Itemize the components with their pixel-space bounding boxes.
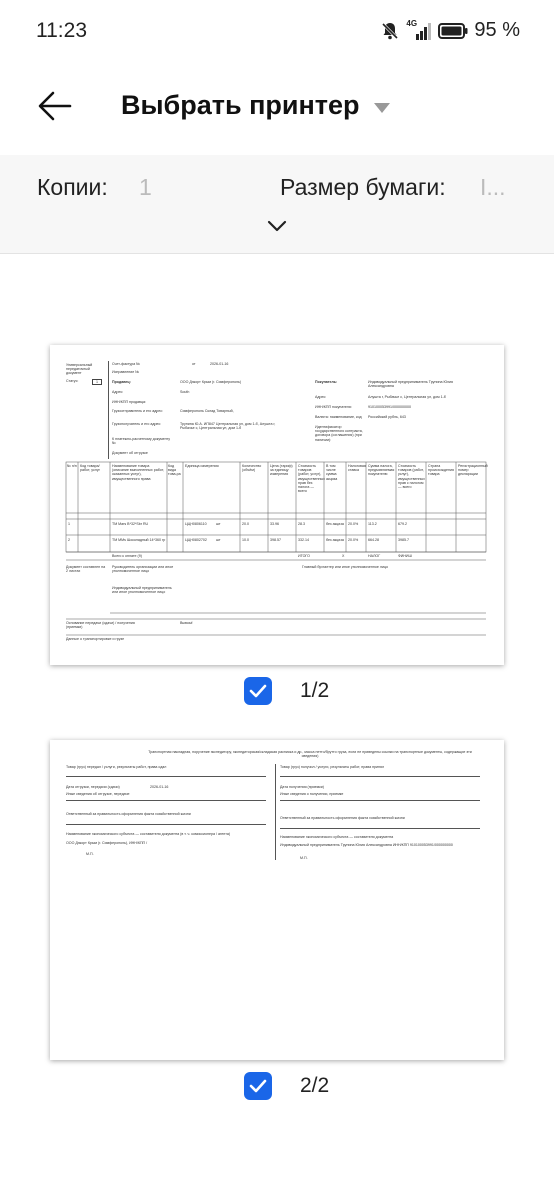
doc-correction-label: Исправление №	[112, 370, 140, 374]
mute-bell-icon	[380, 21, 400, 41]
doc-currency-value: Российский рубль, 643	[368, 415, 406, 419]
back-button[interactable]	[36, 86, 76, 126]
doc-payment-doc-label: К платежно-расчетному документу №	[112, 437, 171, 446]
doc2-top-note: Транспортная накладная, поручение экспедитору, экспедиторская/складская расписка и др., масса нетто/брутто груза, если не приведены ссылки на транспортные документы, содержащие эти сведения)	[148, 750, 472, 759]
doc2-other-receive-label: Иные сведения о получении, приемке	[280, 792, 344, 796]
doc-shipper-label: Грузоотправитель и его адрес:	[112, 409, 164, 413]
doc-header-left: Универсальный передаточный документ	[66, 363, 93, 376]
table-row: 2	[68, 538, 70, 542]
battery-percent: 95 %	[474, 19, 520, 41]
doc-chief-acc-label: Главный бухгалтер или иное уполномоченное лицо	[302, 565, 389, 569]
paper-size-label: Размер бумаги:	[280, 174, 446, 200]
doc2-left-title: Товар (груз) передал / услуги, результаты работ, права сдал	[66, 765, 167, 769]
doc-seller-label: Продавец:	[112, 380, 131, 384]
copies-input[interactable]: 1	[139, 174, 152, 200]
doc-seller-value: ООО Дэкорт Крым (г. Симферополь)	[180, 380, 242, 384]
doc-shipment-doc-label: Документ об отгрузке	[112, 451, 148, 455]
status-icons	[380, 19, 520, 42]
page-2-label: 2/2	[300, 1074, 330, 1097]
doc-status-value: 1	[92, 379, 102, 385]
page-1-checkbox[interactable]	[244, 677, 272, 705]
paper-size-select[interactable]: I...	[480, 174, 506, 200]
doc-table-grid	[50, 345, 504, 665]
table-row: 1	[68, 522, 70, 526]
copies-label: Копии:	[37, 174, 108, 200]
doc-status-label: Статус:	[66, 379, 79, 383]
page-2-checkbox[interactable]	[244, 1072, 272, 1100]
doc-invoice-date: 2026-01-16	[210, 362, 229, 366]
print-options-bar	[0, 155, 554, 254]
doc-head-label: Руководитель организации или иное уполномоченное лицо	[112, 565, 174, 574]
battery-icon	[438, 22, 468, 40]
doc2-entity-label: Наименование экономического субъекта — составителя документа (в т. ч. комиссионера / агента)	[66, 832, 231, 836]
doc-basis-label: Основание передачи (сдачи) / получения (приемки)	[66, 621, 135, 630]
doc-consignee-label: Грузополучатель и его адрес:	[112, 422, 162, 426]
signal-icon	[406, 18, 432, 41]
doc-buyer-address: Алушта г, Рыбачье с, Центральная ул, дом 1-б	[368, 395, 446, 399]
back-arrow-icon	[36, 86, 76, 126]
printer-selector[interactable]	[121, 90, 390, 121]
doc2-resp-label: Ответственный за правильность оформления факта хозяйственной жизни	[66, 812, 191, 816]
page-preview-1[interactable]: Универсальный передаточный документ Статус: 1 Счет-фактура № от 2026-01-16 Исправление № Продавец: ООО Дэкорт Крым (г. Симферополь) Адрес: South ИНН/КПП продавца: Грузоотправитель и его адрес: Симферополь Склад Товарный, Грузополучатель и его адрес: Трунина Ю.А. ИП847 Центральная ул, дом 1-б, Алушта г, Рыбачье с, Центральная ул, дом 1-б К платежно-расчетному документу № Документ об отгрузке Покупатель: Индивидуальный предприниматель Трунина Юлия Александровна Адрес: Алушта г, Рыбачье с, Центральная ул, дом 1-б ИНН/КПП покупателя: 910100053991/000000000 Валюта: наименование, код Российский рубль, 643 Идентификатор государственного контракта, договора (соглашения) (при наличии): № п/п Код товара/ работ, услуг Наименование товара (описание выполненных работ, оказанных услуг), имущественного права Код вида това-ра Единица измерения Количество (объём) Цена (тариф) за единицу измерения Стоимость товаров (работ, услуг), имущественных прав без налога — всего В том числе сумма акциза Налоговая ставка Сумма налога, предъявляемая покупателю Стоимость товаров (работ, услуг), имущественных прав с налогом — всего Страна происхождения товара Регистрационный номер декларации 1 TM Mars B*32*Sbr RU ЦЦН0806110 шт 20.0 33.96 28.3 без акциза 20.0% 113.2 679.2 2 TM MMs Шоколадный 14*360 гр ЦЦН0802702 шт 10.0 398.57 332.14 без акциза 20.0% 664.28 3985.7 Всего к оплате (9) ИТОГО Х НАЛОГ ФИНИШ Документ составлен на 2 листах Руководитель организации или иное уполномоченное лицо Главный бухгалтер или иное уполномоченное лицо Индивидуальный предприниматель или иное уполномоченное лицо Основание передачи (сдачи) / получения (приемки) Вывоз# Данные о транспортировке и грузе	[50, 345, 504, 665]
page-preview-2[interactable]	[50, 740, 504, 1060]
doc-shipper-value: Симферополь Склад Товарный,	[180, 409, 234, 413]
page-1-label: 1/2	[300, 679, 330, 702]
doc2-ship-date-label: Дата отгрузки, передачи (сдачи)	[66, 785, 120, 789]
doc-address-label: Адрес:	[112, 390, 124, 394]
page-title: Выбрать принтер	[121, 90, 360, 120]
dropdown-triangle-icon	[374, 103, 390, 113]
expand-options-button[interactable]	[265, 218, 289, 239]
doc-address-value: South	[180, 390, 190, 394]
doc2-mp-right: М.П.	[300, 856, 308, 860]
checkmark-icon	[249, 1079, 267, 1093]
checkmark-icon	[249, 684, 267, 698]
doc2-other-ship-label: Иные сведения об отгрузке, передаче	[66, 792, 130, 796]
page-1-select[interactable]	[244, 677, 329, 705]
doc-buyer-inn-label: ИНН/КПП покупателя:	[315, 405, 352, 409]
doc-total-label: Всего к оплате (9)	[112, 554, 142, 558]
doc-pages-label: Документ составлен на 2 листах	[66, 565, 106, 574]
doc2-receive-date-label: Дата получения (приемки)	[280, 785, 324, 789]
network-type: 4G	[406, 18, 418, 28]
app-bar	[0, 64, 554, 154]
doc-ip-label: Индивидуальный предприниматель или иное уполномоченное лицо	[112, 586, 172, 595]
chevron-down-icon	[265, 218, 289, 234]
doc2-right-title: Товар (груз) получил / услуги, результаты работ, права принял	[280, 765, 385, 769]
doc2-entity-right-label: Наименование экономического субъекта — составителя документа	[280, 835, 394, 839]
doc2-entity-right-value: Индивидуальный предприниматель Трунина Юлия Александровна ИНН/КПП 910100053991/000000000	[280, 843, 453, 847]
doc-basis-value: Вывоз#	[180, 621, 193, 625]
doc-gov-id-label: Идентификатор государственного контракта, договора (соглашения) (при наличии):	[315, 425, 363, 442]
doc-invoice-label: Счет-фактура №	[112, 362, 141, 366]
doc-consignee-value: Трунина Ю.А. ИП847 Центральная ул, дом 1-б, Алушта г, Рыбачье с, Центральная ул, дом 1-б	[180, 422, 276, 431]
doc-currency-label: Валюта: наименование, код	[315, 415, 362, 419]
doc-buyer-label: Покупатель:	[315, 380, 338, 384]
doc-buyer-value: Индивидуальный предприниматель Трунина Юлия Александровна	[368, 380, 453, 389]
doc2-ship-date: 2026-01-16	[150, 785, 169, 789]
status-time: 11:23	[36, 19, 87, 42]
page-2-select[interactable]	[244, 1072, 329, 1100]
doc-buyer-inn-value: 910100053991/000000000	[368, 405, 411, 409]
status-bar	[0, 0, 554, 64]
doc-transport-label: Данные о транспортировке и грузе	[66, 637, 125, 641]
doc2-resp-label-right: Ответственный за правильность оформления факта хозяйственной жизни	[280, 816, 405, 820]
doc-inn-label: ИНН/КПП продавца:	[112, 400, 146, 404]
doc2-entity-value: ООО Дэкорт Крым (г. Симферополь), ИНН/КПП /	[66, 841, 148, 845]
doc2-mp-left: М.П.	[86, 852, 94, 856]
